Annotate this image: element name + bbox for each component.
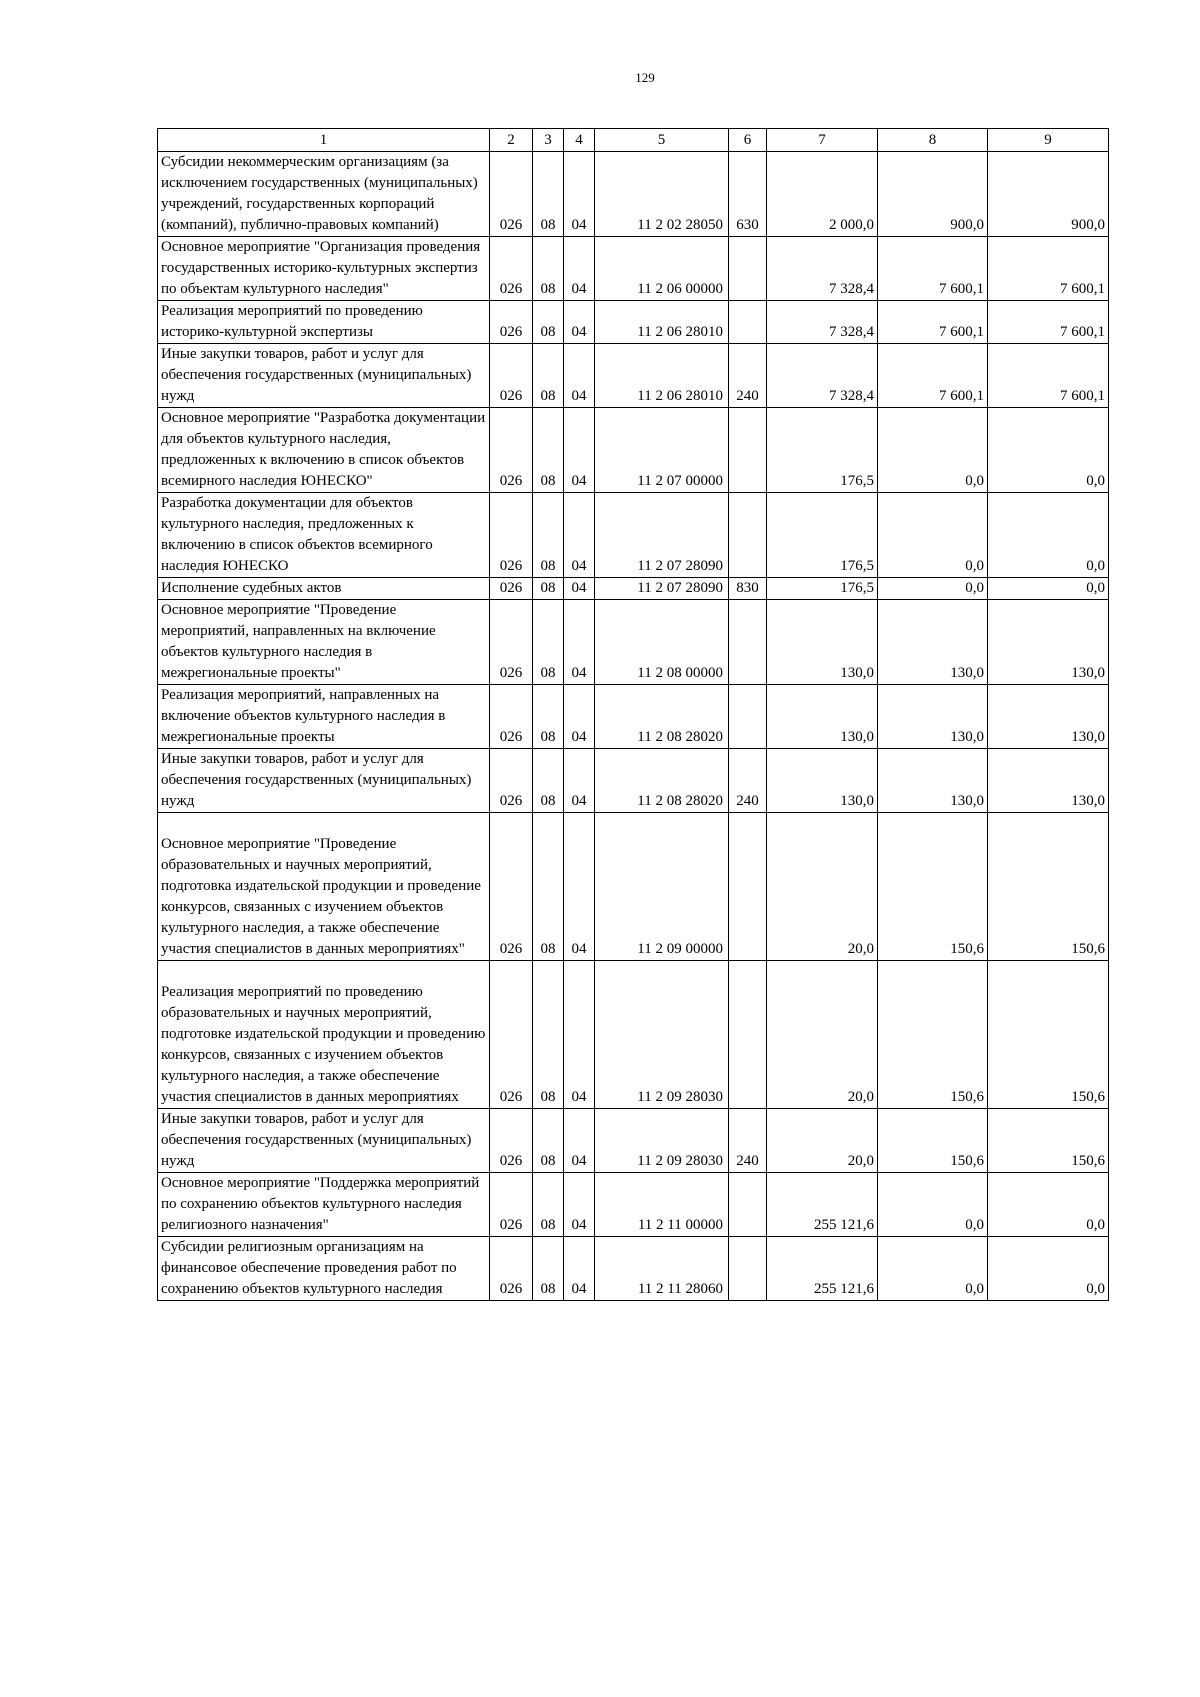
cell-value-9: 0,0 xyxy=(988,1237,1109,1301)
row-name: Иные закупки товаров, работ и услуг для обеспечения государственных (муниципальных) нужд xyxy=(158,344,490,408)
row-name: Реализация мероприятий, направленных на включение объектов культурного наследия в межрегиональные проекты xyxy=(158,685,490,749)
cell-value-9: 0,0 xyxy=(988,578,1109,600)
cell-rz: 08 xyxy=(533,408,564,493)
row-name: Реализация мероприятий по проведению историко-культурной экспертизы xyxy=(158,301,490,344)
cell-gr: 026 xyxy=(490,1109,533,1173)
cell-value-9: 150,6 xyxy=(988,813,1109,961)
cell-rz: 08 xyxy=(533,301,564,344)
cell-pr: 04 xyxy=(564,1237,595,1301)
cell-value-8: 900,0 xyxy=(878,152,988,237)
cell-gr: 026 xyxy=(490,813,533,961)
cell-value-7: 7 328,4 xyxy=(767,301,878,344)
cell-vr xyxy=(729,961,767,1109)
cell-gr: 026 xyxy=(490,578,533,600)
cell-rz: 08 xyxy=(533,152,564,237)
table-row xyxy=(158,1173,1109,1237)
column-header: 8 xyxy=(878,129,988,152)
cell-vr xyxy=(729,301,767,344)
cell-target-code: 11 2 09 28030 xyxy=(595,961,729,1109)
cell-value-8: 7 600,1 xyxy=(878,344,988,408)
cell-pr: 04 xyxy=(564,1173,595,1237)
cell-rz: 08 xyxy=(533,237,564,301)
cell-gr: 026 xyxy=(490,1173,533,1237)
column-header: 9 xyxy=(988,129,1109,152)
cell-pr: 04 xyxy=(564,344,595,408)
table-row xyxy=(158,237,1109,301)
cell-gr: 026 xyxy=(490,408,533,493)
cell-vr xyxy=(729,685,767,749)
cell-pr: 04 xyxy=(564,578,595,600)
cell-value-9: 150,6 xyxy=(988,961,1109,1109)
cell-value-9: 130,0 xyxy=(988,600,1109,685)
cell-pr: 04 xyxy=(564,237,595,301)
cell-vr xyxy=(729,813,767,961)
cell-vr xyxy=(729,1173,767,1237)
cell-value-8: 130,0 xyxy=(878,749,988,813)
cell-target-code: 11 2 08 28020 xyxy=(595,749,729,813)
cell-value-7: 176,5 xyxy=(767,493,878,578)
cell-gr: 026 xyxy=(490,237,533,301)
cell-pr: 04 xyxy=(564,685,595,749)
cell-pr: 04 xyxy=(564,408,595,493)
cell-rz: 08 xyxy=(533,1237,564,1301)
cell-pr: 04 xyxy=(564,749,595,813)
table-row xyxy=(158,749,1109,813)
cell-rz: 08 xyxy=(533,813,564,961)
cell-value-7: 2 000,0 xyxy=(767,152,878,237)
cell-gr: 026 xyxy=(490,493,533,578)
cell-value-7: 255 121,6 xyxy=(767,1237,878,1301)
cell-value-9: 150,6 xyxy=(988,1109,1109,1173)
cell-target-code: 11 2 09 28030 xyxy=(595,1109,729,1173)
table-row xyxy=(158,813,1109,961)
cell-value-7: 7 328,4 xyxy=(767,237,878,301)
cell-value-8: 130,0 xyxy=(878,685,988,749)
cell-gr: 026 xyxy=(490,152,533,237)
cell-value-9: 130,0 xyxy=(988,685,1109,749)
cell-target-code: 11 2 02 28050 xyxy=(595,152,729,237)
cell-value-8: 150,6 xyxy=(878,961,988,1109)
cell-value-9: 900,0 xyxy=(988,152,1109,237)
cell-pr: 04 xyxy=(564,493,595,578)
cell-value-8: 150,6 xyxy=(878,1109,988,1173)
cell-value-8: 0,0 xyxy=(878,1173,988,1237)
cell-pr: 04 xyxy=(564,1109,595,1173)
cell-value-7: 176,5 xyxy=(767,408,878,493)
cell-value-9: 0,0 xyxy=(988,1173,1109,1237)
cell-vr xyxy=(729,600,767,685)
cell-value-7: 130,0 xyxy=(767,600,878,685)
cell-gr: 026 xyxy=(490,600,533,685)
cell-vr: 630 xyxy=(729,152,767,237)
cell-rz: 08 xyxy=(533,344,564,408)
row-name: Основное мероприятие "Проведение мероприятий, направленных на включение объектов культурного наследия в межрегиональные проекты" xyxy=(158,600,490,685)
cell-value-7: 130,0 xyxy=(767,749,878,813)
cell-gr: 026 xyxy=(490,301,533,344)
cell-value-7: 176,5 xyxy=(767,578,878,600)
cell-vr xyxy=(729,1237,767,1301)
cell-rz: 08 xyxy=(533,1173,564,1237)
table-row xyxy=(158,685,1109,749)
budget-table xyxy=(157,128,1109,1301)
cell-gr: 026 xyxy=(490,961,533,1109)
cell-value-7: 20,0 xyxy=(767,1109,878,1173)
cell-rz: 08 xyxy=(533,600,564,685)
row-name: Основное мероприятие "Поддержка мероприятий по сохранению объектов культурного наследия религиозного назначения" xyxy=(158,1173,490,1237)
cell-pr: 04 xyxy=(564,152,595,237)
row-name: Разработка документации для объектов культурного наследия, предложенных к включению в список объектов всемирного наследия ЮНЕСКО xyxy=(158,493,490,578)
cell-pr: 04 xyxy=(564,961,595,1109)
cell-value-8: 7 600,1 xyxy=(878,237,988,301)
cell-value-7: 7 328,4 xyxy=(767,344,878,408)
cell-vr xyxy=(729,237,767,301)
cell-vr: 830 xyxy=(729,578,767,600)
cell-value-8: 130,0 xyxy=(878,600,988,685)
cell-gr: 026 xyxy=(490,749,533,813)
cell-vr: 240 xyxy=(729,749,767,813)
cell-value-7: 130,0 xyxy=(767,685,878,749)
table-row xyxy=(158,578,1109,600)
row-name: Субсидии религиозным организациям на финансовое обеспечение проведения работ по сохранению объектов культурного наследия xyxy=(158,1237,490,1301)
cell-rz: 08 xyxy=(533,578,564,600)
cell-vr xyxy=(729,493,767,578)
table-row xyxy=(158,1109,1109,1173)
page-number: 129 xyxy=(635,70,655,85)
cell-vr xyxy=(729,408,767,493)
cell-vr: 240 xyxy=(729,344,767,408)
cell-value-9: 7 600,1 xyxy=(988,344,1109,408)
row-name: Основное мероприятие "Проведение образовательных и научных мероприятий, подготовка издательской продукции и проведение конкурсов, связанных с изучением объектов культурного наследия, а также обеспечение участия специалистов в данных мероприятиях" xyxy=(158,813,490,961)
cell-rz: 08 xyxy=(533,961,564,1109)
cell-target-code: 11 2 08 00000 xyxy=(595,600,729,685)
cell-target-code: 11 2 06 28010 xyxy=(595,301,729,344)
cell-rz: 08 xyxy=(533,749,564,813)
cell-value-9: 0,0 xyxy=(988,408,1109,493)
cell-value-9: 130,0 xyxy=(988,749,1109,813)
cell-value-8: 0,0 xyxy=(878,493,988,578)
table-row xyxy=(158,408,1109,493)
row-name: Основное мероприятие "Организация проведения государственных историко-культурных экспертиз по объектам культурного наследия" xyxy=(158,237,490,301)
table-row xyxy=(158,301,1109,344)
cell-gr: 026 xyxy=(490,344,533,408)
cell-target-code: 11 2 11 00000 xyxy=(595,1173,729,1237)
cell-value-8: 7 600,1 xyxy=(878,301,988,344)
cell-value-7: 255 121,6 xyxy=(767,1173,878,1237)
row-name: Исполнение судебных актов xyxy=(158,578,490,600)
row-name: Реализация мероприятий по проведению образовательных и научных мероприятий, подготовке издательской продукции и проведению конкурсов, связанных с изучением объектов культурного наследия, а также обеспечение участия специалистов в данных мероприятиях xyxy=(158,961,490,1109)
table-row xyxy=(158,493,1109,578)
column-header: 1 xyxy=(158,129,490,152)
cell-gr: 026 xyxy=(490,685,533,749)
cell-value-9: 7 600,1 xyxy=(988,237,1109,301)
row-name: Основное мероприятие "Разработка документации для объектов культурного наследия, предложенных к включению в список объектов всемирного наследия ЮНЕСКО" xyxy=(158,408,490,493)
cell-target-code: 11 2 09 00000 xyxy=(595,813,729,961)
cell-value-8: 0,0 xyxy=(878,408,988,493)
column-header: 6 xyxy=(729,129,767,152)
cell-rz: 08 xyxy=(533,493,564,578)
cell-target-code: 11 2 07 28090 xyxy=(595,578,729,600)
table-row xyxy=(158,600,1109,685)
row-name: Иные закупки товаров, работ и услуг для обеспечения государственных (муниципальных) нужд xyxy=(158,1109,490,1173)
cell-value-8: 150,6 xyxy=(878,813,988,961)
header-row xyxy=(158,129,1109,152)
cell-value-9: 0,0 xyxy=(988,493,1109,578)
cell-target-code: 11 2 08 28020 xyxy=(595,685,729,749)
cell-value-8: 0,0 xyxy=(878,1237,988,1301)
cell-target-code: 11 2 06 00000 xyxy=(595,237,729,301)
column-header: 7 xyxy=(767,129,878,152)
row-name: Иные закупки товаров, работ и услуг для обеспечения государственных (муниципальных) нужд xyxy=(158,749,490,813)
row-name: Субсидии некоммерческим организациям (за исключением государственных (муниципальных) учреждений, государственных корпораций (компаний), публично-правовых компаний) xyxy=(158,152,490,237)
column-header: 2 xyxy=(490,129,533,152)
column-header: 4 xyxy=(564,129,595,152)
cell-pr: 04 xyxy=(564,813,595,961)
cell-value-7: 20,0 xyxy=(767,961,878,1109)
cell-rz: 08 xyxy=(533,685,564,749)
column-header: 3 xyxy=(533,129,564,152)
cell-vr: 240 xyxy=(729,1109,767,1173)
cell-pr: 04 xyxy=(564,600,595,685)
cell-target-code: 11 2 11 28060 xyxy=(595,1237,729,1301)
cell-rz: 08 xyxy=(533,1109,564,1173)
cell-value-8: 0,0 xyxy=(878,578,988,600)
cell-gr: 026 xyxy=(490,1237,533,1301)
table-row xyxy=(158,1237,1109,1301)
cell-pr: 04 xyxy=(564,301,595,344)
cell-target-code: 11 2 07 00000 xyxy=(595,408,729,493)
table-row xyxy=(158,152,1109,237)
cell-value-9: 7 600,1 xyxy=(988,301,1109,344)
column-header: 5 xyxy=(595,129,729,152)
cell-value-7: 20,0 xyxy=(767,813,878,961)
table-row xyxy=(158,344,1109,408)
table-row xyxy=(158,961,1109,1109)
cell-target-code: 11 2 07 28090 xyxy=(595,493,729,578)
cell-target-code: 11 2 06 28010 xyxy=(595,344,729,408)
